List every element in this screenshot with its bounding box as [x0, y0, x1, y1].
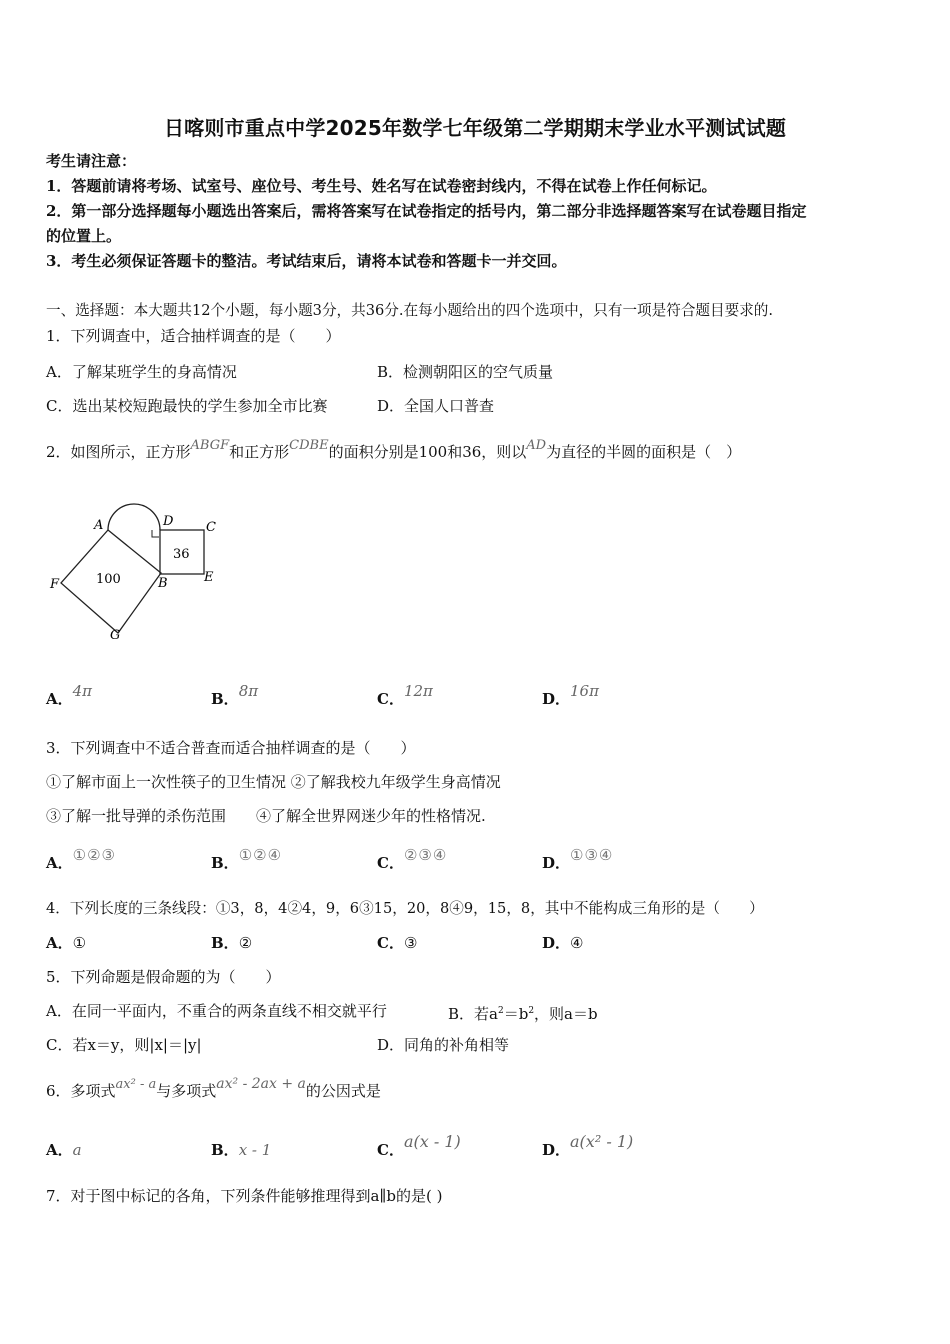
- q3-line-2: ③了解一批导弹的杀伤范围 ④了解全世界网迷少年的性格情况.: [46, 807, 486, 825]
- q5-b-sup2: 2: [528, 1006, 535, 1016]
- q6-math-2: ax² - 2ax + a: [216, 1076, 306, 1092]
- label-d: D: [163, 514, 174, 529]
- q6-option-a-label: A．: [46, 1141, 73, 1159]
- q6-option-c-value: a(x - 1): [403, 1132, 461, 1151]
- q5-b-pre: B．若a: [448, 1005, 498, 1023]
- q6-option-a-value: a: [72, 1141, 82, 1159]
- q3-option-a-label: A．: [46, 854, 73, 872]
- label-b: B: [158, 576, 168, 591]
- notice-item-2-cont: 的位置上。: [46, 227, 122, 245]
- q6-option-b-value: x - 1: [238, 1141, 272, 1159]
- q5-b-mid: ＝b: [503, 1005, 529, 1023]
- q1-option-a: A．了解某班学生的身高情况: [46, 363, 237, 381]
- q4-option-c-label: C．: [377, 934, 404, 952]
- q4-option-a-value: ①: [72, 934, 87, 952]
- q2-math-cdbe: CDBE: [289, 438, 329, 453]
- q5-option-d: D．同角的补角相等: [377, 1036, 510, 1054]
- area-big: 100: [96, 572, 121, 587]
- q1-option-b: B．检测朝阳区的空气质量: [377, 363, 554, 381]
- q3-option-b-value: ①②④: [238, 846, 283, 864]
- section-heading: 一、选择题：本大题共12个小题，每小题3分，共36分.在每小题给出的四个选项中，只有一项是符合题目要求的.: [46, 302, 774, 319]
- q3-option-d: [542, 846, 614, 874]
- label-c: C: [206, 520, 216, 535]
- q6-option-d-value: a(x² - 1): [570, 1132, 634, 1151]
- q2-option-c-value: 12π: [403, 682, 433, 700]
- q2-option-d-value: 16π: [570, 682, 599, 700]
- q2-option-b: [211, 682, 259, 710]
- q2-option-a: [46, 682, 93, 710]
- q6-option-c: [377, 1132, 461, 1161]
- q4-option-b-value: ②: [238, 934, 253, 952]
- q6-option-d-label: D．: [542, 1141, 571, 1159]
- q3-stem: 3．下列调查中不适合普查而适合抽样调查的是（ ）: [46, 739, 416, 757]
- q7-stem: 7．对于图中标记的各角，下列条件能够推理得到a∥b的是( ): [46, 1187, 443, 1205]
- notice-item-1: 1．答题前请将考场、试室号、座位号、考生号、姓名写在试卷密封线内，不得在试卷上作任何标记。: [46, 177, 717, 195]
- q4-option-c: [377, 932, 417, 954]
- q2-text-1: 2．如图所示，正方形: [46, 443, 191, 461]
- q3-option-a: [46, 846, 116, 874]
- q6-text-1: 6．多项式: [46, 1082, 116, 1100]
- q2-option-c-label: C．: [377, 690, 404, 708]
- q2-figure: [46, 495, 236, 650]
- q5-option-a: A．在同一平面内，不重合的两条直线不相交就平行: [46, 1002, 387, 1020]
- notice-item-2: 2．第一部分选择题每小题选出答案后，需将答案写在试卷指定的括号内，第二部分非选择题答案写在试卷题目指定: [46, 202, 807, 220]
- q5-b-sup1: 2: [497, 1006, 504, 1016]
- q2-math-ad: AD: [526, 438, 547, 453]
- notice-heading: 考生请注意：: [46, 152, 137, 170]
- q3-option-b-label: B．: [211, 854, 239, 872]
- q5-stem: 5．下列命题是假命题的为（ ）: [46, 968, 281, 986]
- q2-option-c: [377, 682, 433, 710]
- page-title: 日喀则市重点中学2025年数学七年级第二学期期末学业水平测试试题: [163, 116, 787, 140]
- q4-option-d-value: ④: [570, 934, 584, 952]
- q4-option-c-value: ③: [403, 934, 418, 952]
- q6-text-2: 与多项式: [156, 1082, 217, 1100]
- q4-stem: 4．下列长度的三条线段：①3，8，4②4，9，6③15，20，8④9，15，8，其中不能构成三角形的是（ ）: [46, 900, 764, 917]
- label-g: G: [110, 628, 121, 643]
- area-small: 36: [173, 547, 190, 562]
- q3-option-c: [377, 846, 448, 874]
- q6-option-c-label: C．: [377, 1141, 404, 1159]
- q2-option-a-value: 4π: [72, 682, 93, 700]
- q5-b-post: ，则a＝b: [534, 1005, 598, 1023]
- q6-option-d: [542, 1132, 634, 1161]
- q4-option-d-label: D．: [542, 934, 571, 952]
- q1-option-d: D．全国人口普查: [377, 397, 495, 415]
- label-f: F: [50, 577, 60, 592]
- q5-option-b: [448, 1000, 598, 1025]
- q2-math-abgf: ABGF: [190, 438, 230, 453]
- q2-text-2: 和正方形: [229, 443, 290, 461]
- label-a: A: [94, 518, 104, 533]
- q2-option-b-label: B．: [211, 690, 239, 708]
- q4-option-a: [46, 932, 86, 954]
- q2-option-a-label: A．: [46, 690, 73, 708]
- semicircle-ad: [108, 504, 160, 530]
- q3-option-c-label: C．: [377, 854, 404, 872]
- q4-option-d: [542, 932, 583, 954]
- q5-option-c: C．若x＝y，则|x|＝|y|: [46, 1036, 202, 1054]
- q3-option-d-label: D．: [542, 854, 571, 872]
- right-angle-mark: [152, 530, 159, 537]
- q3-option-c-value: ②③④: [403, 846, 448, 864]
- q4-option-b-label: B．: [211, 934, 239, 952]
- q3-option-d-value: ①③④: [570, 846, 614, 864]
- q2-stem: [46, 438, 742, 465]
- notice-item-3: 3．考生必须保证答题卡的整洁。考试结束后，请将本试卷和答题卡一并交回。: [46, 252, 567, 270]
- q3-option-b: [211, 846, 283, 874]
- q2-text-4: 为直径的半圆的面积是（ ）: [546, 443, 742, 461]
- q3-option-a-value: ①②③: [72, 846, 116, 864]
- q6-math-1: ax² - a: [115, 1077, 157, 1092]
- q6-option-b: [211, 1139, 271, 1161]
- label-e: E: [204, 570, 214, 585]
- q2-option-b-value: 8π: [238, 682, 259, 700]
- q3-line-1: ①了解市面上一次性筷子的卫生情况 ②了解我校九年级学生身高情况: [46, 773, 501, 791]
- q6-option-a: [46, 1139, 82, 1161]
- q4-option-b: [211, 932, 252, 954]
- q2-option-d: [542, 682, 599, 710]
- q2-text-3: 的面积分别是100和36，则以: [328, 443, 527, 461]
- q1-option-c: C．选出某校短跑最快的学生参加全市比赛: [46, 397, 328, 415]
- q2-option-d-label: D．: [542, 690, 571, 708]
- q6-text-3: 的公因式是: [305, 1082, 381, 1100]
- q6-stem: [46, 1076, 381, 1104]
- q4-option-a-label: A．: [46, 934, 73, 952]
- q6-option-b-label: B．: [211, 1141, 239, 1159]
- q1-stem: 1．下列调查中，适合抽样调查的是（ ）: [46, 327, 341, 345]
